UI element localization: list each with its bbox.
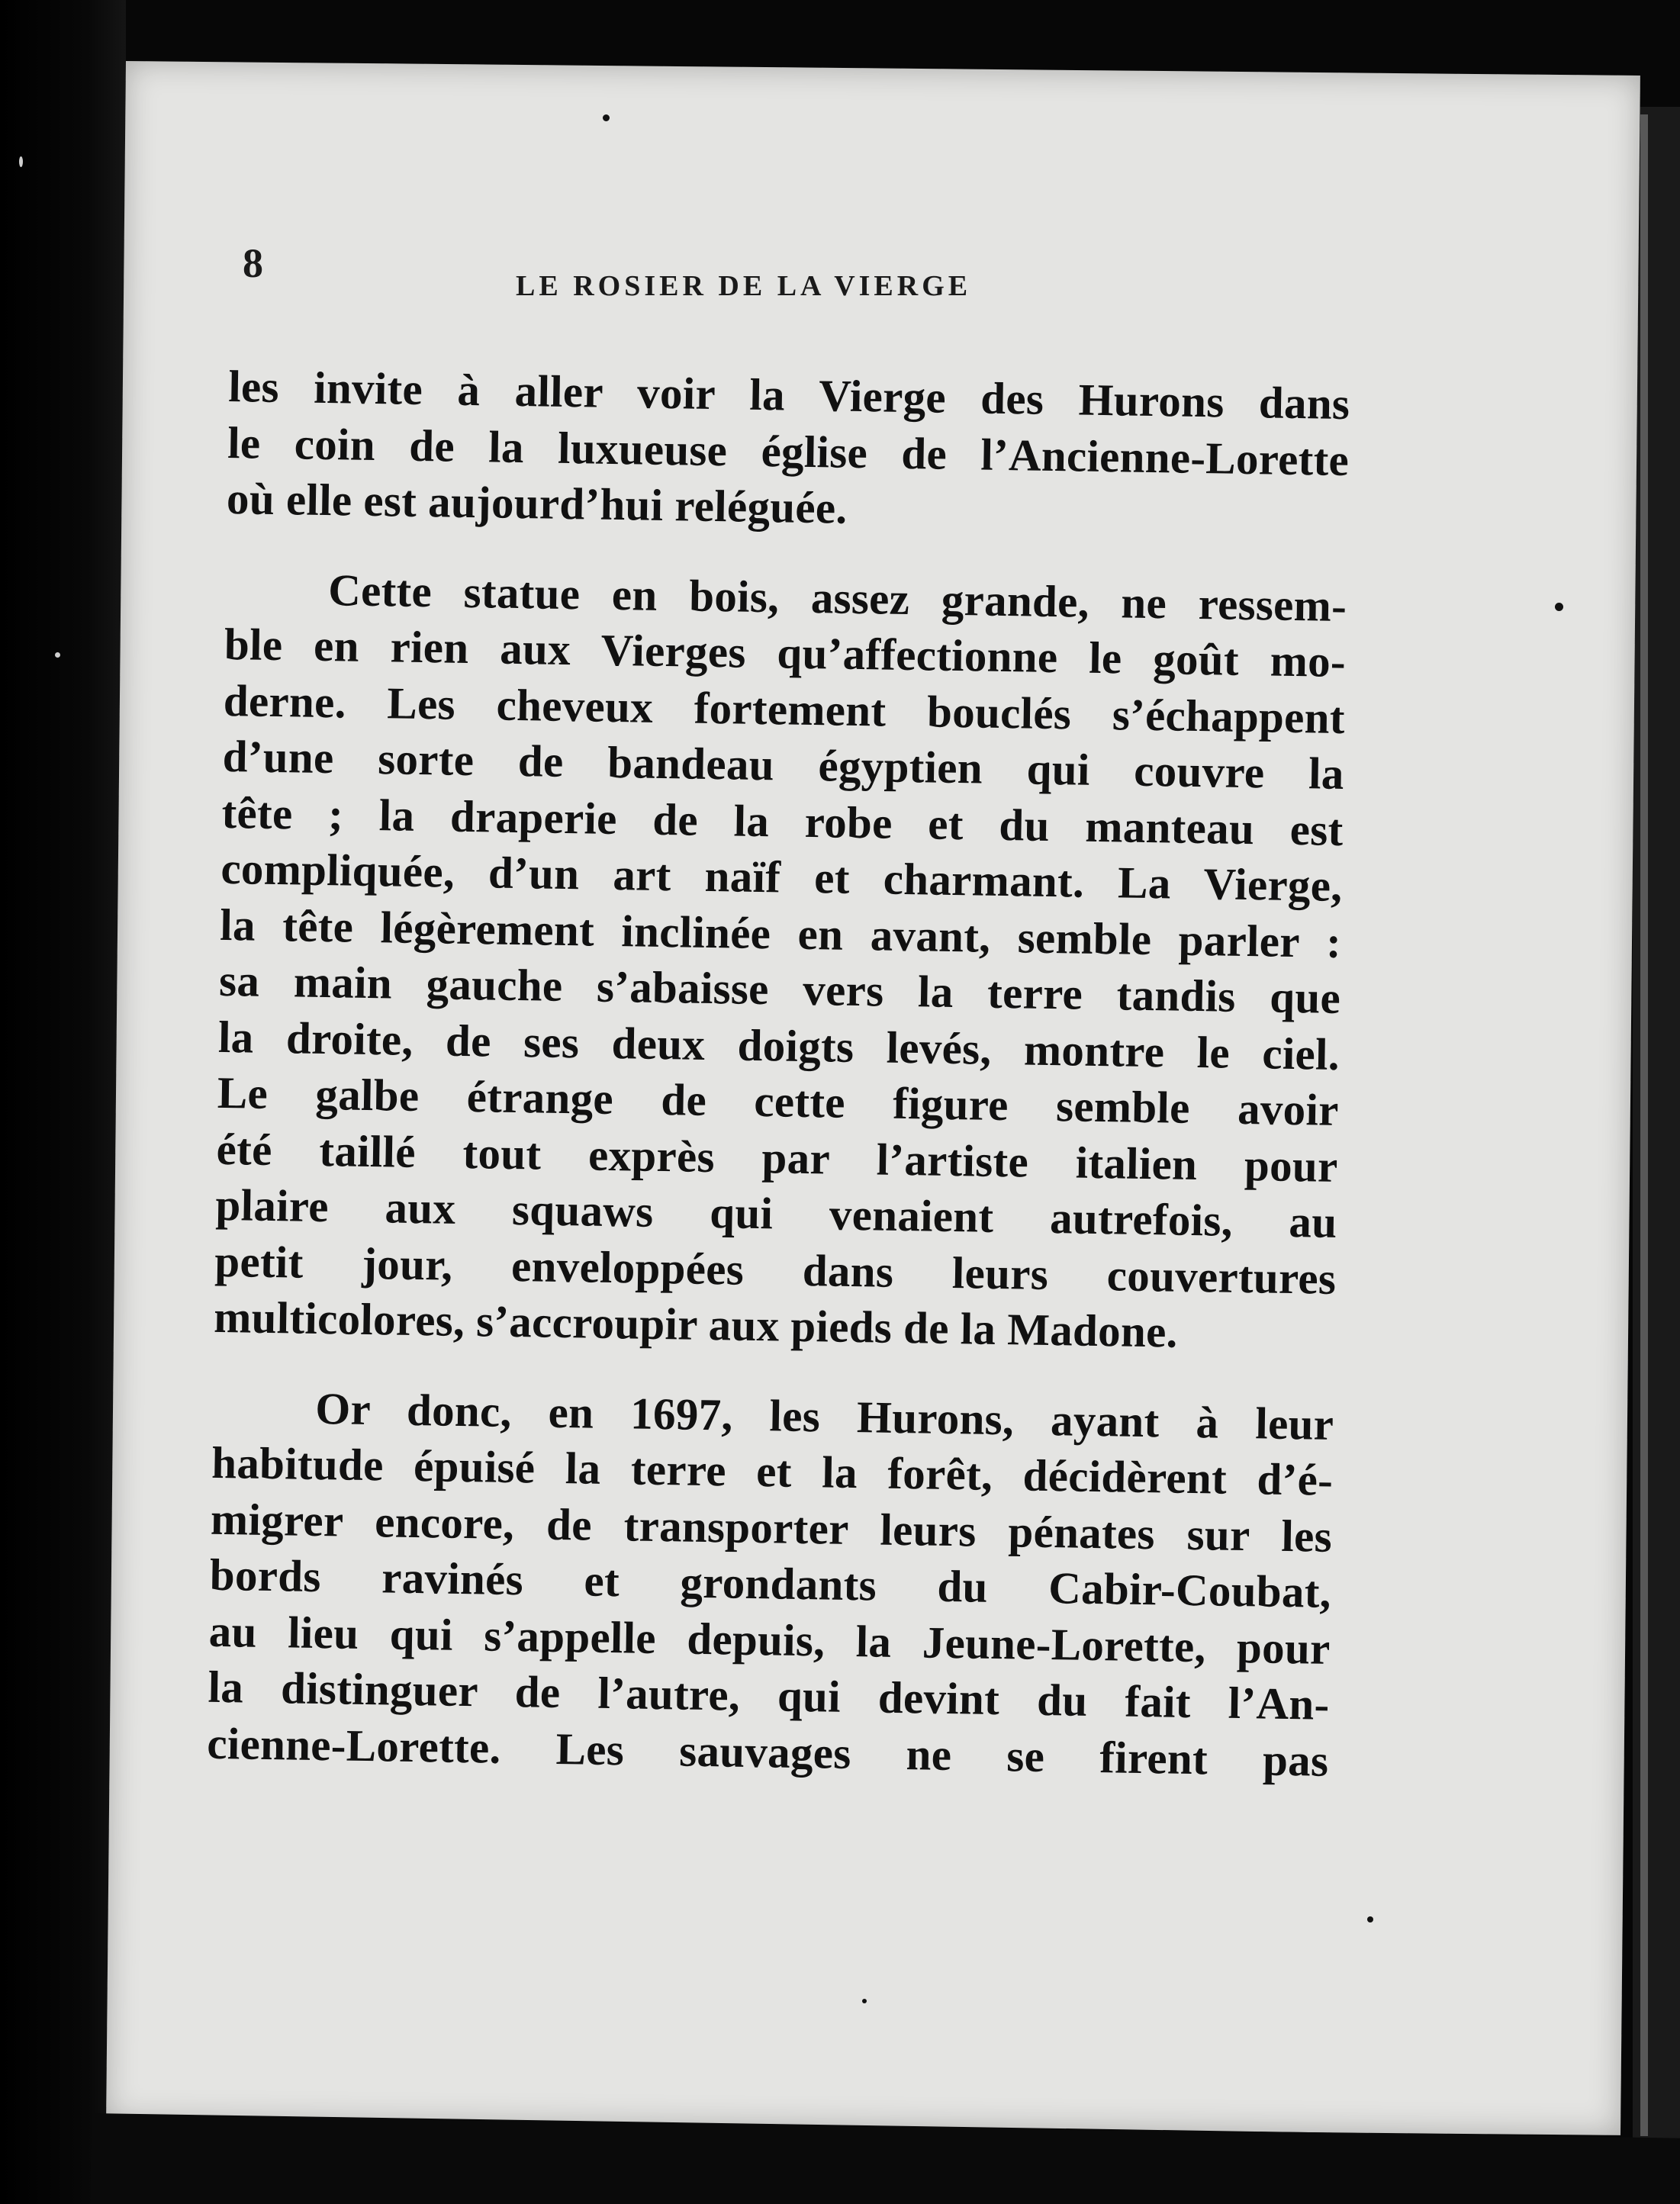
text-line: la droite, de ses deux doigts levés, montre le ciel. [217, 1011, 1340, 1079]
text-line: multicolores, s’accroupir aux pieds de la Madone. [213, 1291, 1179, 1357]
text-line: tête ; la draperie de la robe et du manteau est [221, 787, 1344, 855]
text-line: Or donc, en 1697, les Hurons, ayant à leur [314, 1382, 1334, 1449]
scan-speck [603, 114, 610, 121]
text-line: d’une sorte de bandeau égyptien qui couvre la [222, 730, 1345, 800]
scan-speck [1555, 603, 1563, 611]
text-line: migrer encore, de transporter leurs pénates sur les [210, 1493, 1333, 1562]
page-number: 8 [243, 240, 263, 286]
text-line: ble en rien aux Vierges qu’affectionne le goût mo- [224, 618, 1347, 687]
text-line: sa main gauche s’abaisse vers la terre tandis que [218, 954, 1341, 1023]
running-head: LE ROSIER DE LA VIERGE [516, 270, 972, 302]
text-line: le coin de la luxueuse église de l’Ancienne-Lorette [227, 417, 1350, 485]
text-line: bords ravinés et grondants du Cabir-Coubat, [209, 1549, 1332, 1617]
adjacent-page-edge [1640, 114, 1648, 2136]
scan-speck [55, 652, 60, 658]
scan-speck [1367, 1916, 1373, 1922]
text-line: petit jour, enveloppées dans leurs couvertures [214, 1235, 1337, 1304]
text-line: Cette statue en bois, assez grande, ne ressem- [327, 564, 1347, 631]
text-line: compliquée, d’un art naïf et charmant. La Vierge, [220, 842, 1343, 912]
text-line: été taillé tout exprès par l’artiste italien pour [216, 1123, 1339, 1192]
text-line: derne. Les cheveux fortement bouclés s’échappent [223, 674, 1346, 743]
text-line: Le galbe étrange de cette figure semble avoir [217, 1067, 1340, 1135]
text-line: cienne-Lorette. Les sauvages ne se firent pas [206, 1717, 1329, 1786]
scan-speck [19, 156, 23, 167]
text-line: au lieu qui s’appelle depuis, la Jeune-Lorette, pour [208, 1605, 1331, 1674]
text-line: où elle est aujourd’hui reléguée. [226, 472, 848, 533]
scan-speck [862, 1999, 867, 2003]
text-line: plaire aux squaws qui venaient autrefois, au [215, 1179, 1337, 1247]
text-line: les invite à aller voir la Vierge des Hurons dans [227, 360, 1350, 430]
body-text [207, 359, 1350, 1789]
text-line: habitude épuisé la terre et la forêt, décidèrent d’é- [211, 1437, 1334, 1505]
text-line: la distinguer de l’autre, qui devint du fait l’An- [208, 1661, 1330, 1729]
text-line: la tête légèrement inclinée en avant, semble parler : [219, 899, 1342, 967]
left-dark-margin [0, 0, 126, 2204]
